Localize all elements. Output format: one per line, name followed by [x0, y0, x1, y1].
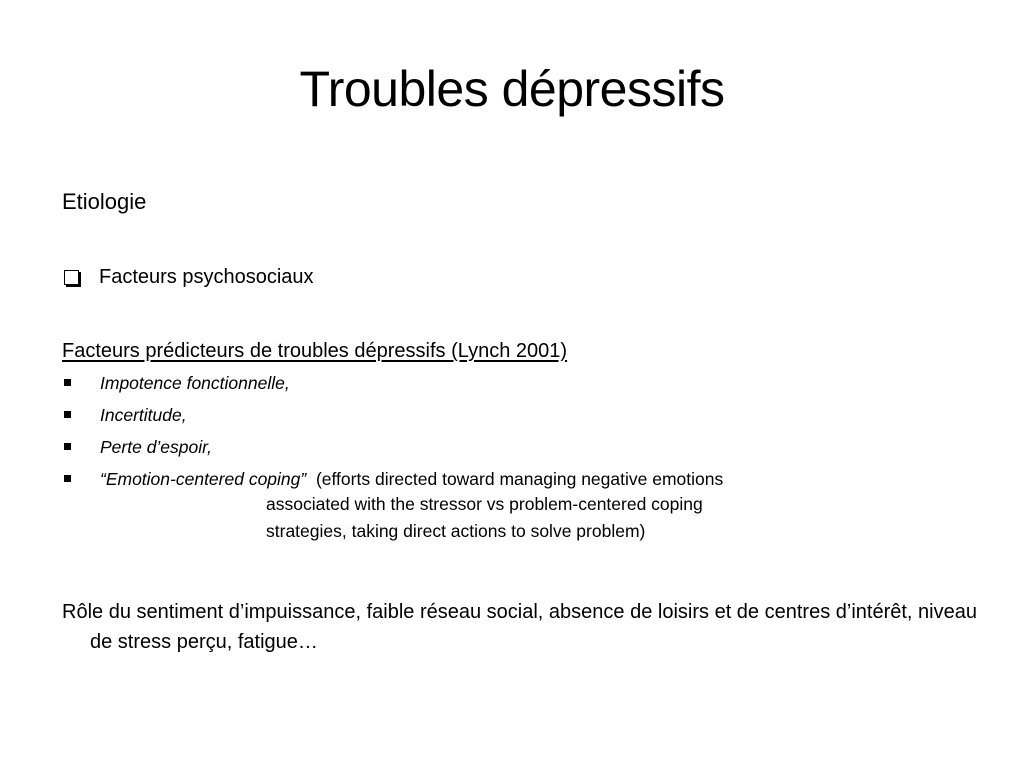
checkbox-list-item [62, 265, 314, 289]
coping-explanation-line3: strategies, taking direct actions to solve problem) [266, 520, 646, 541]
coping-term: “Emotion-centered coping” [100, 468, 307, 489]
coping-explanation-line2: associated with the stressor vs problem-centered coping [266, 493, 703, 514]
predictors-heading: Facteurs prédicteurs de troubles dépressifs (Lynch 2001) [62, 340, 568, 362]
checkbox-icon [64, 270, 79, 285]
square-bullet-icon [64, 411, 71, 418]
bullet-text: Impotence fonctionnelle, [100, 373, 290, 393]
bullet-text: Incertitude, [100, 404, 187, 425]
square-bullet-icon [64, 475, 71, 482]
bullet-item [62, 437, 962, 459]
bullet-text: Perte d’espoir, [100, 436, 212, 457]
coping-explanation-line1: (efforts directed toward managing negative emotions [315, 468, 724, 489]
bullet-item-coping [62, 469, 962, 545]
bottom-paragraph: Rôle du sentiment d’impuissance, faible réseau social, absence de loisirs et de centres d’intérêt, niveau de stress perçu, fatigue… [62, 601, 977, 653]
predictors-bullet-list [62, 373, 962, 555]
coping-first-line [100, 469, 962, 491]
checkbox-item-label: Facteurs psychosociaux [99, 266, 314, 288]
square-bullet-icon [64, 443, 71, 450]
slide-title: Troubles dépressifs [299, 61, 725, 117]
bullet-item [62, 405, 962, 427]
section-heading-etiologie: Etiologie [62, 189, 147, 214]
bullet-item [62, 373, 962, 395]
square-bullet-icon [64, 379, 71, 386]
